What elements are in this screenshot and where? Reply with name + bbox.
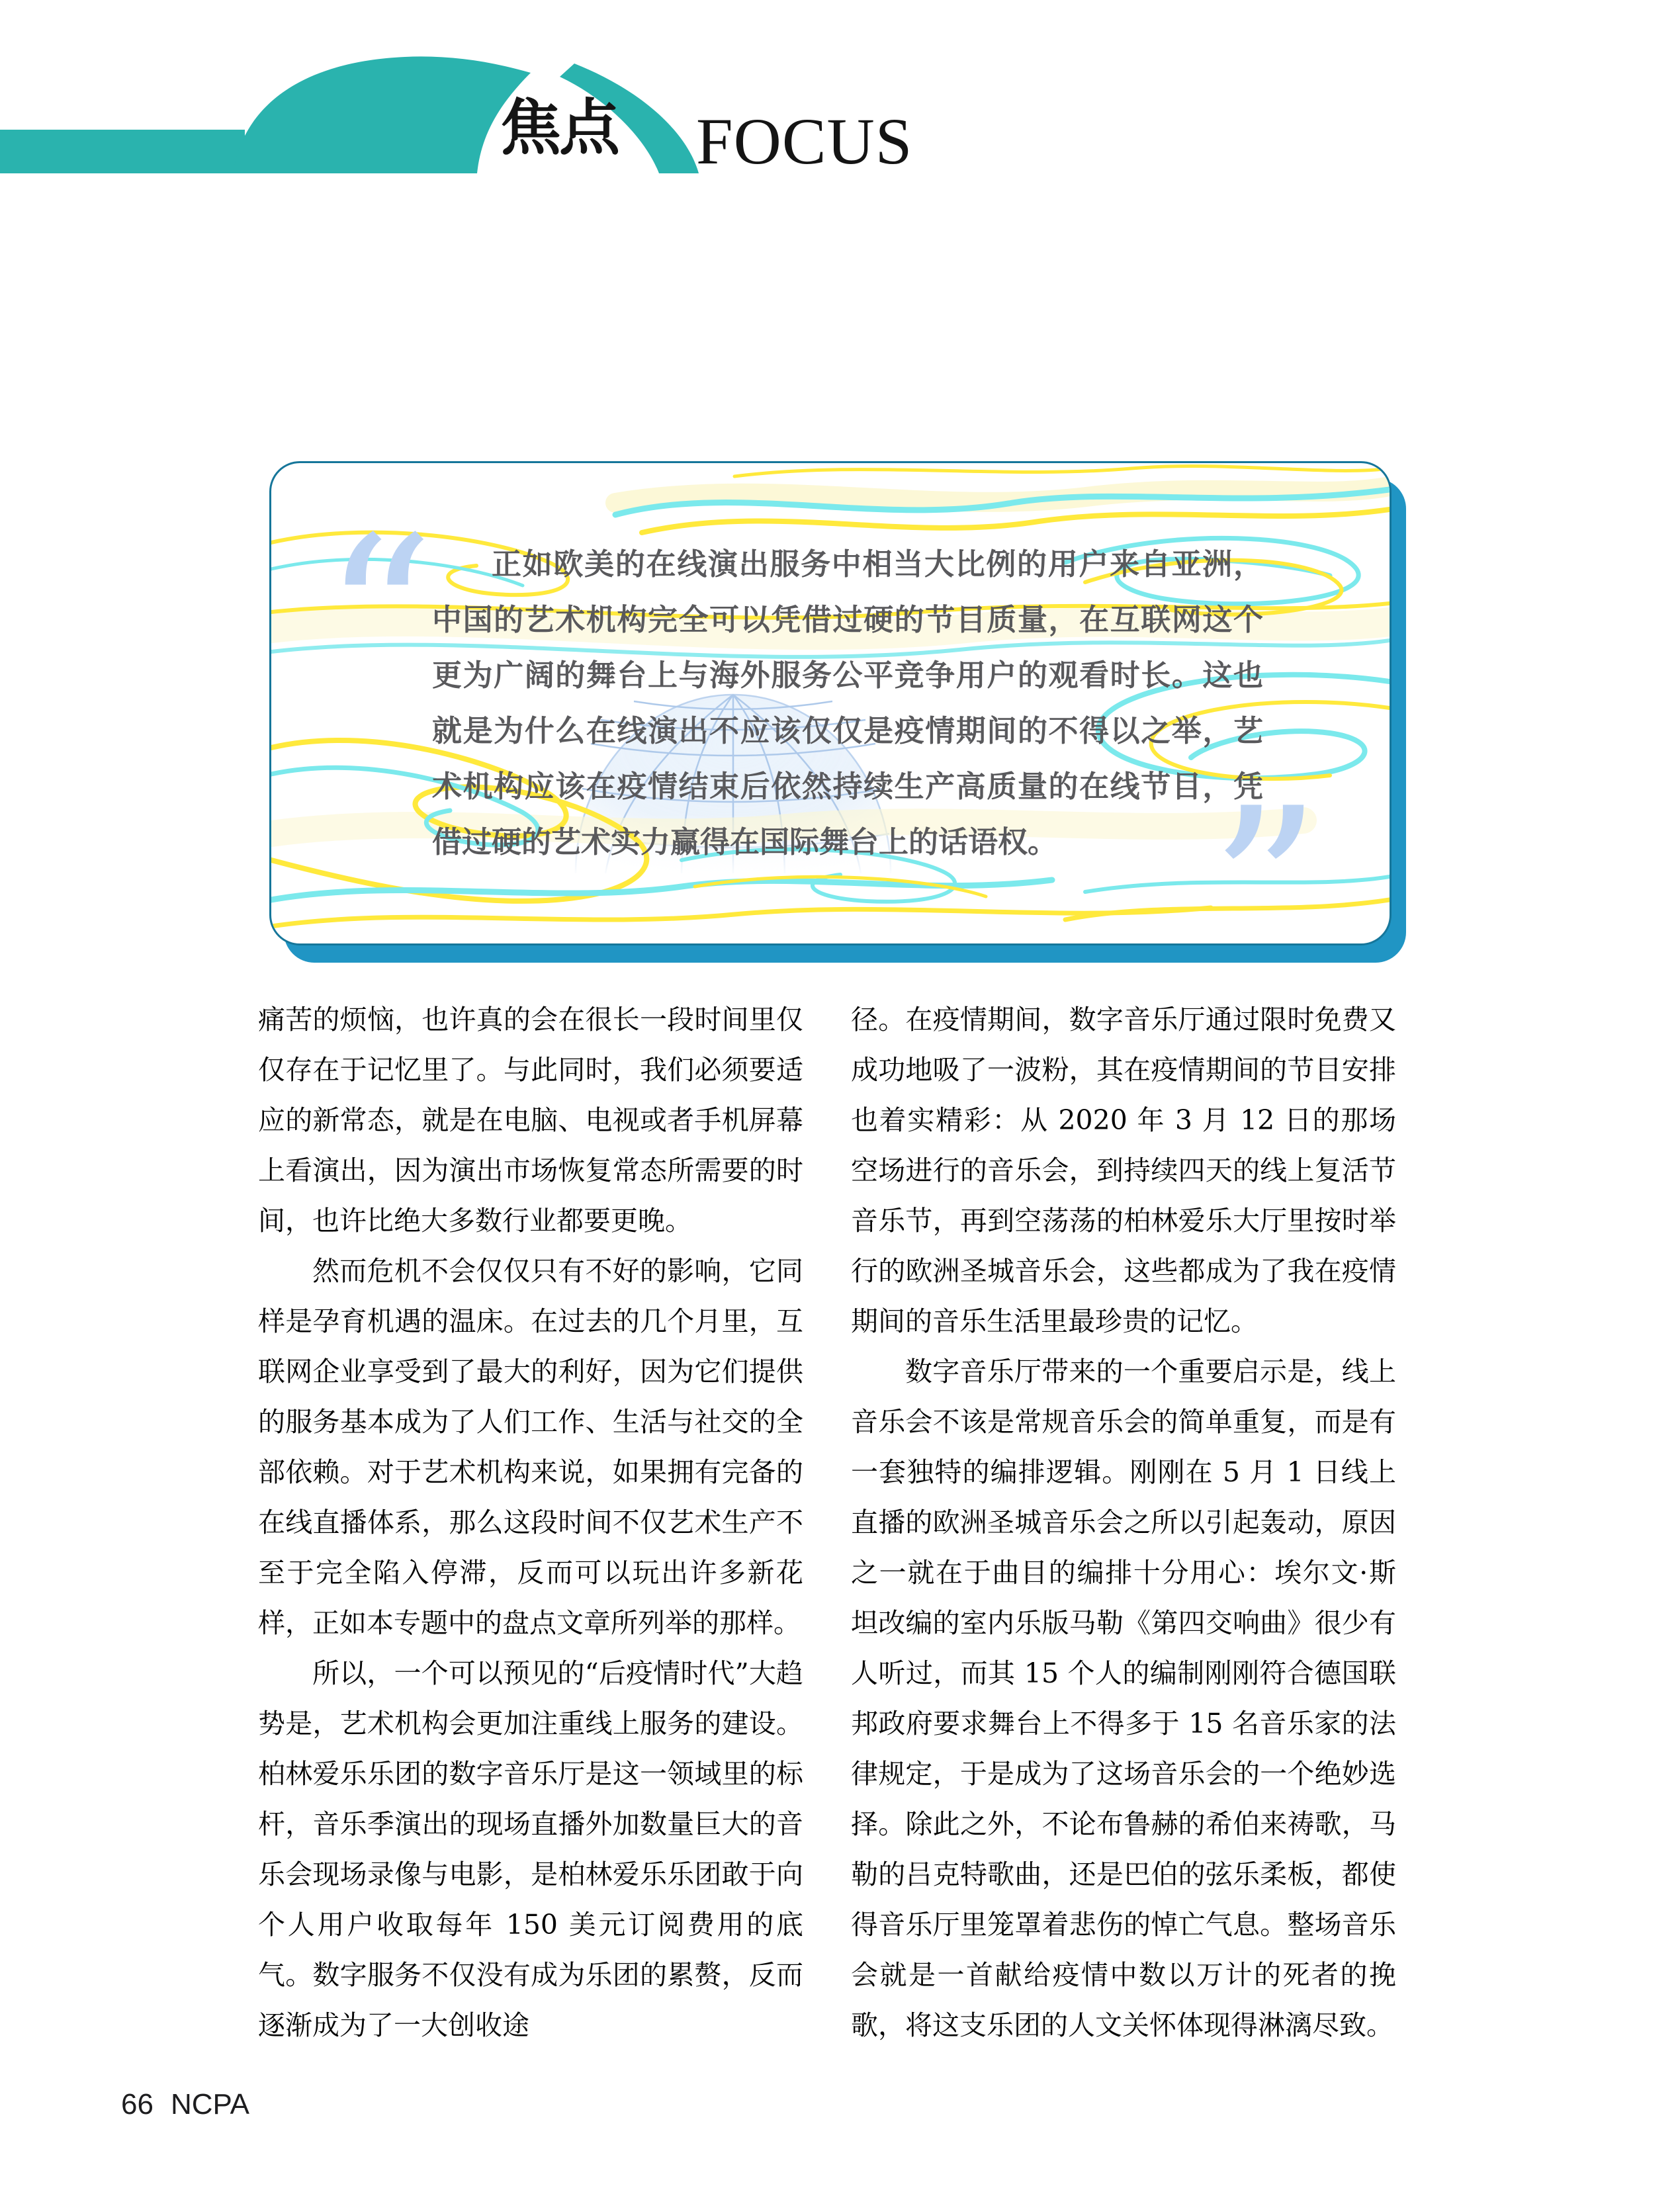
section-title-zh: 焦点 [500,95,619,162]
brand: NCPA [170,2088,249,2121]
paragraph: 径。在疫情期间，数字音乐厅通过限时免费又成功地吸了一波粉，其在疫情期间的节目安排也着实精彩：从 2020 年 3 月 12 日的那场空场进行的音乐会，到持续四天的线上复活节音乐节，再到空荡荡的柏林爱乐大厅里按时举行的欧洲圣城音乐会，这些都成为了我在疫情期间的音乐生活里最珍贵的记忆。 [851,1004,1396,1337]
close-quote-icon: ” [1210,762,1321,945]
article-left-column [258,994,803,2050]
article-right-column [851,994,1396,2050]
open-quote-icon: “ [323,490,435,744]
paragraph: 所以，一个可以预见的“后疫情时代”大趋势是，艺术机构会更加注重线上服务的建设。柏林爱乐乐团的数字音乐厅是这一领域里的标杆，音乐季演出的现场直播外加数量巨大的音乐会现场录像与电影，是柏林爱乐乐团敢于向个人用户收取每年 150 美元订阅费用的底气。数字服务不仅没有成为乐团的累赘，反而逐渐成为了一大创收途 [258,1657,803,2041]
pull-quote-card [269,461,1392,945]
header-dome-shape [233,56,531,173]
paragraph: 痛苦的烦恼，也许真的会在很长一段时间里仅仅存在于记忆里了。与此同时，我们必须要适应的新常态，就是在电脑、电视或者手机屏幕上看演出，因为演出市场恢复常态所需要的时间，也许比绝大多数行业都要更晚。 [258,1004,803,1237]
paragraph: 然而危机不会仅仅只有不好的影响，它同样是孕育机遇的温床。在过去的几个月里，互联网企业享受到了最大的利好，因为它们提供的服务基本成为了人们工作、生活与社交的全部依赖。对于艺术机构来说，如果拥有完备的在线直播体系，那么这段时间不仅艺术生产不至于完全陷入停滞，反而可以玩出许多新花样，正如本专题中的盘点文章所列举的那样。 [258,1255,803,1639]
page-header [0,0,926,185]
page-footer [121,2088,249,2121]
page-number: 66 [121,2088,154,2121]
section-title-en: FOCUS [696,105,913,178]
paragraph: 数字音乐厅带来的一个重要启示是，线上音乐会不该是常规音乐会的简单重复，而是有一套独特的编排逻辑。刚刚在 5 月 1 日线上直播的欧洲圣城音乐会之所以引起轰动，原因之一就在于曲目的编排十分用心：埃尔文·斯坦改编的室内乐版马勒《第四交响曲》很少有人听过，而其 15 个人的编制刚刚符合德国联邦政府要求舞台上不得多于 15 名音乐家的法律规定，于是成为了这场音乐会的一个绝妙选择。除此之外，不论布鲁赫的希伯来祷歌，马勒的吕克特歌曲，还是巴伯的弦乐柔板，都使得音乐厅里笼罩着悲伤的悼亡气息。整场音乐会就是一首献给疫情中数以万计的死者的挽歌，将这支乐团的人文关怀体现得淋漓尽致。 [851,1356,1396,2041]
header-accent-bar [0,130,245,173]
pull-quote-text: 正如欧美的在线演出服务中相当大比例的用户来自亚洲，中国的艺术机构完全可以凭借过硬的节目质量，在互联网这个更为广阔的舞台上与海外服务公平竞争用户的观看时长。这也就是为什么在线演出不应该仅仅是疫情期间的不得以之举，艺术机构应该在疫情结束后依然持续生产高质量的在线节目，凭借过硬的艺术实力赢得在国际舞台上的话语权。 [432,547,1263,859]
